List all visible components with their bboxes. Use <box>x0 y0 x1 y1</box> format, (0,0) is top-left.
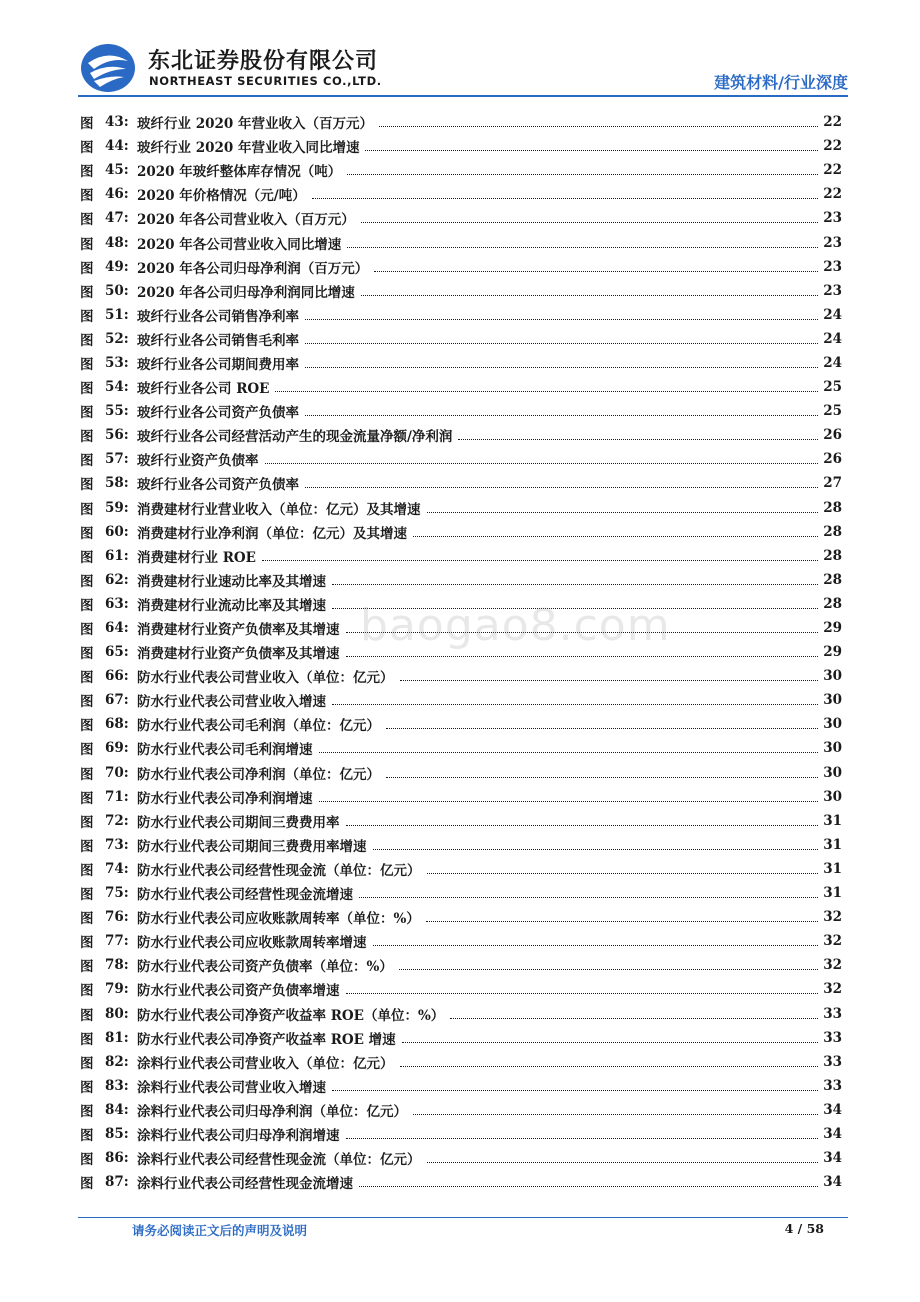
dot-leader <box>458 438 818 440</box>
page-ref: 33 <box>823 1053 842 1070</box>
page-ref: 23 <box>823 210 842 227</box>
figure-label: 图 <box>80 116 94 133</box>
dot-leader <box>275 390 818 392</box>
figure-title: 玻纤行业 2020 年营业收入（百万元） <box>137 116 373 133</box>
page-ref: 31 <box>823 812 842 829</box>
toc-entry[interactable] <box>80 255 842 279</box>
dot-leader <box>262 559 818 561</box>
toc-entry[interactable] <box>80 857 842 881</box>
figure-title: 消费建材行业资产负债率及其增速 <box>137 622 340 639</box>
dot-leader <box>332 703 818 705</box>
figure-label: 图 <box>80 1127 94 1144</box>
figure-label: 图 <box>80 670 94 687</box>
page-ref: 28 <box>823 499 842 516</box>
figure-label: 图 <box>80 501 94 518</box>
figure-title: 2020 年各公司营业收入同比增速 <box>137 236 342 253</box>
figure-title: 防水行业代表公司应收账款周转率增速 <box>137 935 367 952</box>
figure-label: 图 <box>80 356 94 373</box>
figure-number: 76: <box>105 909 129 926</box>
toc-entry[interactable] <box>80 1026 842 1050</box>
page-ref: 32 <box>823 957 842 974</box>
figure-number: 48: <box>105 234 129 251</box>
figure-label: 图 <box>80 935 94 952</box>
header-divider <box>78 95 848 97</box>
page-ref: 34 <box>823 1101 842 1118</box>
dot-leader <box>365 149 818 151</box>
figure-number: 55: <box>105 403 129 420</box>
figure-title: 防水行业代表公司净利润（单位：亿元） <box>137 766 380 783</box>
dot-leader <box>427 872 819 874</box>
figure-label: 图 <box>80 862 94 879</box>
figure-title: 防水行业代表公司应收账款周转率（单位：%） <box>137 911 420 928</box>
figure-title: 防水行业代表公司期间三费费用率增速 <box>137 838 367 855</box>
figure-title: 玻纤行业各公司资产负债率 <box>137 405 299 422</box>
figure-title: 涂料行业代表公司营业收入增速 <box>137 1079 326 1096</box>
page-ref: 30 <box>823 668 842 685</box>
dot-leader <box>305 486 818 488</box>
figure-number: 43: <box>105 114 129 131</box>
dot-leader <box>319 751 819 753</box>
toc-entry[interactable] <box>80 1001 842 1025</box>
figure-number: 62: <box>105 571 129 588</box>
figure-label: 图 <box>80 453 94 470</box>
page-ref: 22 <box>823 114 842 131</box>
figure-number: 79: <box>105 981 129 998</box>
toc-entry[interactable] <box>80 423 842 447</box>
figure-label: 图 <box>80 911 94 928</box>
toc-entry[interactable] <box>80 1170 842 1194</box>
figure-label: 图 <box>80 766 94 783</box>
page-ref: 32 <box>823 909 842 926</box>
dot-leader <box>386 776 818 778</box>
figure-number: 52: <box>105 330 129 347</box>
figure-number: 71: <box>105 788 129 805</box>
dot-leader <box>332 607 818 609</box>
page-ref: 24 <box>823 330 842 347</box>
page-ref: 31 <box>823 860 842 877</box>
figure-title: 消费建材行业流动比率及其增速 <box>137 597 326 614</box>
dot-leader <box>305 414 818 416</box>
figure-label: 图 <box>80 429 94 446</box>
dot-leader <box>402 1041 818 1043</box>
page-ref: 33 <box>823 1029 842 1046</box>
toc-entry[interactable] <box>80 375 842 399</box>
toc-entry[interactable] <box>80 881 842 905</box>
figure-label: 图 <box>80 188 94 205</box>
figure-label: 图 <box>80 1176 94 1193</box>
figure-number: 59: <box>105 499 129 516</box>
figure-index-list <box>80 110 842 1194</box>
figure-label: 图 <box>80 1079 94 1096</box>
dot-leader <box>413 535 818 537</box>
figure-label: 图 <box>80 1103 94 1120</box>
figure-title: 涂料行业代表公司经营性现金流增速 <box>137 1176 353 1193</box>
toc-entry[interactable] <box>80 664 842 688</box>
figure-title: 防水行业代表公司净资产收益率 ROE（单位：%） <box>137 1007 445 1024</box>
page-ref: 31 <box>823 885 842 902</box>
toc-entry[interactable] <box>80 929 842 953</box>
page-ref: 28 <box>823 571 842 588</box>
figure-number: 83: <box>105 1077 129 1094</box>
dot-leader <box>346 631 819 633</box>
dot-leader <box>346 992 819 994</box>
toc-entry[interactable] <box>80 158 842 182</box>
toc-entry[interactable] <box>80 761 842 785</box>
figure-title: 防水行业代表公司毛利润（单位：亿元） <box>137 718 380 735</box>
figure-title: 消费建材行业营业收入（单位：亿元）及其增速 <box>137 501 421 518</box>
figure-number: 64: <box>105 620 129 637</box>
toc-entry[interactable] <box>80 640 842 664</box>
figure-number: 77: <box>105 933 129 950</box>
dot-leader <box>359 896 818 898</box>
figure-label: 图 <box>80 260 94 277</box>
figure-title: 玻纤行业各公司销售毛利率 <box>137 332 299 349</box>
figure-title: 玻纤行业各公司资产负债率 <box>137 477 299 494</box>
page-ref: 22 <box>823 138 842 155</box>
toc-entry[interactable] <box>80 279 842 303</box>
page-ref: 28 <box>823 595 842 612</box>
page-ref: 34 <box>823 1150 842 1167</box>
figure-label: 图 <box>80 597 94 614</box>
figure-number: 45: <box>105 162 129 179</box>
figure-title: 防水行业代表公司毛利润增速 <box>137 742 313 759</box>
page-ref: 25 <box>823 403 842 420</box>
page-ref: 22 <box>823 162 842 179</box>
figure-label: 图 <box>80 405 94 422</box>
dot-leader <box>399 968 818 970</box>
figure-number: 51: <box>105 306 129 323</box>
figure-number: 68: <box>105 716 129 733</box>
figure-number: 50: <box>105 282 129 299</box>
figure-label: 图 <box>80 814 94 831</box>
figure-label: 图 <box>80 1152 94 1169</box>
figure-number: 72: <box>105 812 129 829</box>
dot-leader <box>332 583 818 585</box>
figure-number: 74: <box>105 860 129 877</box>
page-ref: 23 <box>823 282 842 299</box>
page-ref: 23 <box>823 258 842 275</box>
figure-number: 84: <box>105 1101 129 1118</box>
toc-entry[interactable] <box>80 230 842 254</box>
figure-label: 图 <box>80 646 94 663</box>
figure-label: 图 <box>80 212 94 229</box>
toc-entry[interactable] <box>80 977 842 1001</box>
figure-number: 65: <box>105 644 129 661</box>
toc-entry[interactable] <box>80 809 842 833</box>
figure-number: 80: <box>105 1005 129 1022</box>
figure-label: 图 <box>80 525 94 542</box>
page-ref: 30 <box>823 788 842 805</box>
page-ref: 30 <box>823 716 842 733</box>
company-logo-icon <box>80 43 136 93</box>
toc-entry[interactable] <box>80 351 842 375</box>
figure-title: 玻纤行业 2020 年营业收入同比增速 <box>137 140 360 157</box>
page-number: 4 / 58 <box>784 1221 824 1236</box>
figure-number: 73: <box>105 836 129 853</box>
page-header <box>0 0 920 100</box>
dot-leader <box>265 462 819 464</box>
figure-label: 图 <box>80 838 94 855</box>
toc-entry[interactable] <box>80 327 842 351</box>
figure-title: 涂料行业代表公司营业收入（单位：亿元） <box>137 1055 394 1072</box>
figure-title: 涂料行业代表公司经营性现金流（单位：亿元） <box>137 1152 421 1169</box>
figure-title: 玻纤行业各公司 ROE <box>137 381 270 398</box>
figure-label: 图 <box>80 477 94 494</box>
figure-title: 消费建材行业净利润（单位：亿元）及其增速 <box>137 525 407 542</box>
page-ref: 27 <box>823 475 842 492</box>
company-name-en: NORTHEAST SECURITIES CO.,LTD. <box>149 74 382 88</box>
dot-leader <box>346 1137 819 1139</box>
dot-leader <box>347 173 818 175</box>
page-ref: 32 <box>823 933 842 950</box>
page-ref: 30 <box>823 692 842 709</box>
page-ref: 25 <box>823 379 842 396</box>
figure-title: 防水行业代表公司经营性现金流（单位：亿元） <box>137 862 421 879</box>
dot-leader <box>450 1017 818 1019</box>
figure-label: 图 <box>80 887 94 904</box>
toc-entry[interactable] <box>80 182 842 206</box>
figure-label: 图 <box>80 694 94 711</box>
figure-number: 78: <box>105 957 129 974</box>
dot-leader <box>319 800 819 802</box>
dot-leader <box>373 848 819 850</box>
figure-number: 67: <box>105 692 129 709</box>
dot-leader <box>400 679 819 681</box>
page-ref: 34 <box>823 1125 842 1142</box>
figure-title: 涂料行业代表公司归母净利润增速 <box>137 1127 340 1144</box>
page-ref: 23 <box>823 234 842 251</box>
figure-number: 49: <box>105 258 129 275</box>
figure-label: 图 <box>80 308 94 325</box>
figure-number: 82: <box>105 1053 129 1070</box>
figure-title: 消费建材行业速动比率及其增速 <box>137 573 326 590</box>
figure-title: 防水行业代表公司营业收入增速 <box>137 694 326 711</box>
toc-entry[interactable] <box>80 1146 842 1170</box>
figure-title: 消费建材行业资产负债率及其增速 <box>137 646 340 663</box>
dot-leader <box>361 294 818 296</box>
figure-number: 60: <box>105 523 129 540</box>
page-ref: 29 <box>823 644 842 661</box>
figure-title: 防水行业代表公司经营性现金流增速 <box>137 887 353 904</box>
figure-title: 2020 年玻纤整体库存情况（吨） <box>137 164 342 181</box>
figure-title: 防水行业代表公司营业收入（单位：亿元） <box>137 670 394 687</box>
toc-entry[interactable] <box>80 1122 842 1146</box>
toc-entry[interactable] <box>80 447 842 471</box>
figure-label: 图 <box>80 983 94 1000</box>
toc-entry[interactable] <box>80 1074 842 1098</box>
dot-leader <box>332 1089 818 1091</box>
toc-entry[interactable] <box>80 1098 842 1122</box>
page-ref: 29 <box>823 620 842 637</box>
figure-label: 图 <box>80 573 94 590</box>
figure-label: 图 <box>80 140 94 157</box>
dot-leader <box>305 366 818 368</box>
figure-number: 85: <box>105 1125 129 1142</box>
page-ref: 30 <box>823 740 842 757</box>
toc-entry[interactable] <box>80 520 842 544</box>
dot-leader <box>427 511 819 513</box>
toc-entry[interactable] <box>80 616 842 640</box>
page-ref: 28 <box>823 523 842 540</box>
toc-entry[interactable] <box>80 953 842 977</box>
figure-number: 81: <box>105 1029 129 1046</box>
dot-leader <box>312 197 818 199</box>
figure-title: 防水行业代表公司期间三费费用率 <box>137 814 340 831</box>
toc-entry[interactable] <box>80 544 842 568</box>
dot-leader <box>386 727 818 729</box>
figure-title: 涂料行业代表公司归母净利润（单位：亿元） <box>137 1103 407 1120</box>
figure-label: 图 <box>80 959 94 976</box>
figure-number: 53: <box>105 354 129 371</box>
dot-leader <box>346 655 819 657</box>
dot-leader <box>305 342 818 344</box>
dot-leader <box>361 221 818 223</box>
figure-label: 图 <box>80 332 94 349</box>
figure-title: 防水行业代表公司资产负债率（单位：%） <box>137 959 393 976</box>
figure-label: 图 <box>80 236 94 253</box>
figure-label: 图 <box>80 622 94 639</box>
toc-entry[interactable] <box>80 785 842 809</box>
figure-number: 47: <box>105 210 129 227</box>
figure-number: 66: <box>105 668 129 685</box>
page-ref: 28 <box>823 547 842 564</box>
company-name-cn: 东北证券股份有限公司 <box>148 49 379 74</box>
toc-entry[interactable] <box>80 496 842 520</box>
page-ref: 33 <box>823 1077 842 1094</box>
figure-title: 消费建材行业 ROE <box>137 549 256 566</box>
figure-title: 玻纤行业各公司期间费用率 <box>137 356 299 373</box>
page-ref: 34 <box>823 1174 842 1191</box>
figure-number: 57: <box>105 451 129 468</box>
toc-entry[interactable] <box>80 206 842 230</box>
dot-leader <box>400 1065 819 1067</box>
dot-leader <box>413 1113 818 1115</box>
dot-leader <box>347 246 818 248</box>
dot-leader <box>373 944 819 946</box>
figure-label: 图 <box>80 549 94 566</box>
figure-title: 防水行业代表公司资产负债率增速 <box>137 983 340 1000</box>
dot-leader <box>427 1161 819 1163</box>
toc-entry[interactable] <box>80 568 842 592</box>
figure-label: 图 <box>80 284 94 301</box>
figure-title: 2020 年价格情况（元/吨） <box>137 188 306 205</box>
figure-title: 防水行业代表公司净资产收益率 ROE 增速 <box>137 1031 396 1048</box>
toc-entry[interactable] <box>80 688 842 712</box>
figure-title: 2020 年各公司营业收入（百万元） <box>137 212 355 229</box>
figure-label: 图 <box>80 1031 94 1048</box>
figure-title: 2020 年各公司归母净利润（百万元） <box>137 260 369 277</box>
figure-title: 玻纤行业资产负债率 <box>137 453 259 470</box>
figure-title: 2020 年各公司归母净利润同比增速 <box>137 284 355 301</box>
toc-entry[interactable] <box>80 712 842 736</box>
page-ref: 30 <box>823 764 842 781</box>
toc-entry[interactable] <box>80 303 842 327</box>
figure-number: 86: <box>105 1150 129 1167</box>
figure-title: 玻纤行业各公司经营活动产生的现金流量净额/净利润 <box>137 429 453 446</box>
figure-number: 75: <box>105 885 129 902</box>
toc-entry[interactable] <box>80 399 842 423</box>
footer-divider <box>78 1217 848 1218</box>
figure-number: 69: <box>105 740 129 757</box>
figure-title: 防水行业代表公司净利润增速 <box>137 790 313 807</box>
dot-leader <box>426 920 818 922</box>
dot-leader <box>346 824 819 826</box>
toc-entry[interactable] <box>80 1050 842 1074</box>
figure-title: 玻纤行业各公司销售净利率 <box>137 308 299 325</box>
toc-entry[interactable] <box>80 471 842 495</box>
figure-number: 87: <box>105 1174 129 1191</box>
page-ref: 33 <box>823 1005 842 1022</box>
watermark: baogao8.com <box>360 600 671 651</box>
figure-label: 图 <box>80 1007 94 1024</box>
page-ref: 22 <box>823 186 842 203</box>
figure-label: 图 <box>80 1055 94 1072</box>
page-ref: 31 <box>823 836 842 853</box>
report-category: 建筑材料/行业深度 <box>714 73 848 92</box>
figure-number: 46: <box>105 186 129 203</box>
figure-label: 图 <box>80 718 94 735</box>
figure-label: 图 <box>80 381 94 398</box>
dot-leader <box>374 270 818 272</box>
toc-entry[interactable] <box>80 134 842 158</box>
toc-entry[interactable] <box>80 736 842 760</box>
figure-number: 44: <box>105 138 129 155</box>
dot-leader <box>359 1185 818 1187</box>
figure-number: 54: <box>105 379 129 396</box>
page-ref: 26 <box>823 451 842 468</box>
page-ref: 26 <box>823 427 842 444</box>
figure-number: 63: <box>105 595 129 612</box>
page-ref: 24 <box>823 354 842 371</box>
dot-leader <box>379 125 818 127</box>
toc-entry[interactable] <box>80 592 842 616</box>
figure-label: 图 <box>80 790 94 807</box>
figure-number: 70: <box>105 764 129 781</box>
toc-entry[interactable] <box>80 110 842 134</box>
toc-entry[interactable] <box>80 833 842 857</box>
page-ref: 24 <box>823 306 842 323</box>
figure-label: 图 <box>80 742 94 759</box>
toc-entry[interactable] <box>80 905 842 929</box>
figure-number: 61: <box>105 547 129 564</box>
dot-leader <box>305 318 818 320</box>
figure-label: 图 <box>80 164 94 181</box>
disclaimer-note: 请务必阅读正文后的声明及说明 <box>132 1223 308 1238</box>
figure-number: 58: <box>105 475 129 492</box>
page-ref: 32 <box>823 981 842 998</box>
figure-number: 56: <box>105 427 129 444</box>
